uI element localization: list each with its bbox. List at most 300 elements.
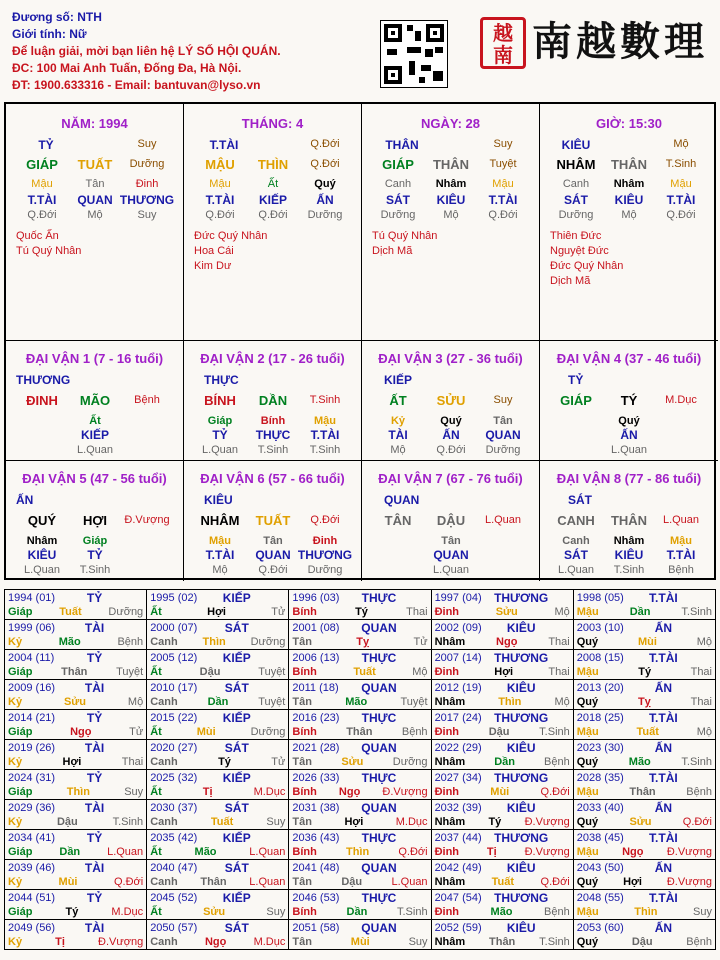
annual-stage: Dưỡng — [392, 756, 428, 768]
annual-year: 2052 (59) — [434, 922, 482, 934]
annual-pillar — [435, 666, 570, 678]
special-star: Quốc Ấn — [16, 230, 59, 242]
annual-stem: Bính — [292, 606, 317, 618]
annual-stage: Q.Đới — [682, 816, 712, 828]
dai-van-hidden-stem: Mậu — [314, 415, 336, 427]
annual-branch: Mùi — [350, 936, 370, 948]
annual-stage: T.Sinh — [681, 756, 712, 768]
annual-pillar — [435, 606, 570, 618]
annual-branch: Thân — [346, 726, 373, 738]
annual-ten-god: TỶ — [86, 711, 103, 725]
dai-van-hidden-stem: Bính — [260, 415, 286, 427]
pillars-grid — [4, 102, 716, 580]
hidden-ten-god: T.TÀI — [666, 193, 696, 207]
hidden-stage: Suy — [137, 209, 157, 221]
annual-year: 2047 (54) — [434, 892, 482, 904]
dai-van-hidden-stage: T.Sinh — [79, 564, 111, 576]
annual-stem: Ất — [150, 726, 162, 738]
annual-branch: Tị — [55, 936, 65, 948]
hidden-stage: Mộ — [621, 209, 637, 221]
annual-pillar — [150, 636, 285, 648]
annual-year: 2021 (28) — [292, 742, 340, 754]
annual-branch: Thìn — [345, 846, 370, 858]
annual-stem: Nhâm — [434, 636, 466, 648]
annual-ten-god: TÀI — [84, 921, 105, 935]
annual-stem: Đinh — [434, 666, 460, 678]
annual-year: 2023 (30) — [576, 742, 624, 754]
annual-ten-god: KIẾP — [222, 711, 251, 725]
annual-ten-god: ẤN — [654, 801, 673, 815]
dai-van-hidden-stem: Kỷ — [390, 415, 406, 427]
annual-ten-god: TÀI — [84, 861, 105, 875]
annual-ten-god: THỰC — [361, 591, 397, 605]
pillar-branch-stage: Dưỡng — [129, 158, 165, 170]
dai-van-ten-god: KIẾP — [384, 373, 413, 387]
annual-ten-god: T.TÀI — [649, 711, 678, 725]
annual-pillar — [435, 726, 570, 738]
annual-cell — [431, 800, 573, 830]
hidden-stem: Mậu — [209, 178, 231, 190]
annual-pillar — [292, 726, 427, 738]
annual-stem: Quý — [576, 756, 599, 768]
annual-stage: Q.Đới — [113, 876, 144, 888]
dai-van-stage: M.Dục — [665, 394, 697, 406]
annual-pillar — [150, 876, 285, 888]
pillar-branch-stage: Q.Đới — [310, 158, 340, 170]
annual-stem: Kỷ — [8, 636, 23, 648]
annual-stem: Quý — [576, 876, 599, 888]
logo: 南越數理 — [532, 18, 708, 65]
dai-van-hidden-stage: L.Quan — [201, 444, 239, 456]
pillar-title: GIỜ: 15:30 — [595, 116, 662, 131]
annual-stage: M.Dục — [253, 936, 286, 948]
annual-ten-god: THỰC — [361, 651, 397, 665]
annual-pillar — [8, 846, 143, 858]
annual-stem: Nhâm — [434, 936, 466, 948]
hidden-ten-god: T.TÀI — [27, 193, 57, 207]
annual-cell — [147, 590, 289, 620]
annual-pillar — [292, 696, 427, 708]
annual-cell — [289, 800, 431, 830]
annual-ten-god: KIÊU — [506, 801, 536, 815]
dai-van-ten-god: THỰC — [204, 373, 239, 387]
annual-stage: T.Sinh — [112, 816, 144, 828]
annual-year: 2049 (56) — [8, 922, 56, 934]
annual-table — [4, 589, 716, 950]
annual-branch: Sửu — [203, 906, 226, 918]
hidden-stage: Dưỡng — [558, 209, 594, 221]
pillar-stem: GIÁP — [26, 157, 58, 172]
pillar-stage: Suy — [137, 138, 157, 150]
annual-year: 2043 (50) — [576, 862, 624, 874]
annual-branch: Dần — [346, 906, 368, 918]
annual-ten-god: TỶ — [86, 651, 103, 665]
annual-year: 2029 (36) — [8, 802, 56, 814]
pillar-title: THÁNG: 4 — [241, 116, 304, 131]
annual-stage: Thai — [690, 696, 712, 708]
annual-stage: T.Sinh — [681, 606, 712, 618]
annual-pillar — [577, 606, 712, 618]
dai-van-hidden-ten-god: QUAN — [485, 428, 521, 442]
owner-label: Đương số: — [12, 10, 74, 24]
annual-year: 2035 (42) — [150, 832, 198, 844]
pillar-ten-god: THÂN — [385, 138, 419, 152]
annual-stem: Đinh — [434, 606, 460, 618]
annual-branch: Thân — [200, 876, 227, 888]
annual-branch: Dậu — [488, 726, 510, 738]
annual-ten-god: SÁT — [224, 801, 249, 815]
annual-stage: Tuyệt — [258, 666, 286, 678]
annual-ten-god: TÀI — [84, 801, 105, 815]
annual-branch: Tỵ — [356, 636, 370, 648]
annual-stage: Thai — [406, 606, 428, 618]
annual-cell — [147, 650, 289, 680]
annual-cell — [573, 740, 715, 770]
annual-stem: Ất — [150, 606, 162, 618]
annual-stage: T.Sinh — [539, 936, 570, 948]
annual-ten-god: TỶ — [86, 591, 103, 605]
annual-ten-god: THỰC — [361, 831, 397, 845]
qr-code — [380, 20, 448, 88]
annual-stem: Mậu — [576, 906, 599, 918]
annual-stem: Bính — [292, 906, 317, 918]
annual-stage: Dưỡng — [108, 606, 144, 618]
annual-cell — [573, 860, 715, 890]
annual-ten-god: SÁT — [224, 921, 249, 935]
annual-stem: Quý — [576, 816, 599, 828]
annual-stage: L.Quan — [391, 876, 428, 888]
annual-stage: T.Sinh — [396, 906, 428, 918]
annual-pillar — [150, 756, 285, 768]
annual-pillar — [435, 906, 570, 918]
dai-van-cell — [184, 341, 362, 461]
annual-year: 2006 (13) — [292, 652, 340, 664]
annual-stem: Tân — [292, 756, 312, 768]
pillar-ten-god: TỶ — [38, 138, 54, 152]
annual-cell — [147, 830, 289, 860]
annual-cell — [5, 650, 147, 680]
annual-ten-god: KIẾP — [222, 771, 251, 785]
pillar-stage: Q.Đới — [310, 138, 340, 150]
annual-pillar — [8, 726, 143, 738]
annual-stage: M.Dục — [111, 906, 144, 918]
annual-branch: Ngọ — [70, 726, 92, 738]
annual-pillar — [435, 876, 570, 888]
annual-ten-god: THỰC — [361, 711, 397, 725]
annual-stage: Dưỡng — [250, 636, 286, 648]
annual-branch: Hợi — [62, 756, 82, 768]
dai-van-stage: T.Sinh — [309, 394, 341, 406]
annual-ten-god: QUAN — [361, 921, 397, 935]
annual-year: 2015 (22) — [150, 712, 198, 724]
special-star: Nguyệt Đức — [550, 245, 609, 257]
annual-year: 2019 (26) — [8, 742, 56, 754]
annual-stem: Ất — [150, 846, 162, 858]
annual-cell — [5, 590, 147, 620]
annual-pillar — [8, 666, 143, 678]
dai-van-hidden-ten-god: KIẾP — [80, 428, 110, 442]
dai-van-hidden-stem: Giáp — [207, 415, 233, 427]
annual-stage: Dưỡng — [250, 726, 286, 738]
annual-branch: Thìn — [498, 696, 522, 708]
dai-van-cell — [540, 341, 718, 461]
annual-year: 2033 (40) — [576, 802, 624, 814]
annual-branch: Hợi — [344, 816, 364, 828]
annual-year: 2042 (49) — [434, 862, 482, 874]
annual-stage: Suy — [408, 936, 428, 948]
annual-pillar — [8, 606, 143, 618]
annual-ten-god: ẤN — [654, 921, 673, 935]
annual-cell — [289, 650, 431, 680]
annual-cell — [573, 710, 715, 740]
dai-van-title: ĐẠI VẬN 8 (77 - 86 tuổi) — [556, 471, 702, 486]
annual-pillar — [150, 696, 285, 708]
annual-year: 1994 (01) — [8, 592, 56, 604]
dai-van-hidden-stage: T.Sinh — [257, 444, 289, 456]
annual-branch: Thìn — [634, 906, 658, 918]
dai-van-stage: L.Quan — [662, 514, 700, 526]
annual-pillar — [577, 936, 712, 948]
annual-ten-god: T.TÀI — [649, 771, 678, 785]
annual-pillar — [577, 696, 712, 708]
hidden-stage: Mộ — [87, 209, 103, 221]
dai-van-stage: Bệnh — [134, 394, 160, 406]
annual-ten-god: KIẾP — [222, 651, 251, 665]
hidden-stage: Q.Đới — [666, 209, 696, 221]
dai-van-hidden-ten-god: QUAN — [433, 548, 469, 562]
annual-year: 2011 (18) — [292, 682, 339, 694]
dai-van-stem: ĐINH — [26, 393, 58, 408]
annual-stem: Bính — [292, 786, 317, 798]
annual-ten-god: THƯƠNG — [494, 771, 549, 785]
annual-stage: Đ.Vượng — [382, 786, 428, 798]
annual-stage: Đ.Vượng — [524, 846, 570, 858]
annual-stage: Suy — [693, 906, 712, 918]
pillar-title: NGÀY: 28 — [421, 116, 480, 131]
dai-van-ten-god: KIÊU — [204, 493, 233, 507]
annual-pillar — [435, 636, 570, 648]
annual-year: 2025 (32) — [150, 772, 198, 784]
annual-pillar — [150, 906, 285, 918]
dai-van-hidden-stem: Tân — [263, 535, 283, 547]
annual-stem: Tân — [292, 816, 312, 828]
dai-van-branch: SỬU — [436, 393, 466, 408]
annual-stem: Mậu — [576, 786, 599, 798]
annual-ten-god: KIẾP — [222, 591, 251, 605]
annual-year: 2038 (45) — [576, 832, 624, 844]
hidden-ten-god: KIÊU — [614, 193, 644, 207]
annual-stage: Q.Đới — [540, 786, 570, 798]
annual-ten-god: TỶ — [86, 831, 103, 845]
annual-branch: Thìn — [66, 786, 90, 798]
annual-branch: Mão — [490, 906, 513, 918]
hidden-stage: Q.Đới — [258, 209, 288, 221]
annual-stage: L.Quan — [107, 846, 144, 858]
annual-stage: Bệnh — [686, 936, 712, 948]
annual-branch: Dậu — [341, 876, 363, 888]
annual-year: 2018 (25) — [576, 712, 624, 724]
dai-van-hidden-stem: Tân — [493, 415, 513, 427]
dai-van-hidden-stage: Dưỡng — [307, 564, 343, 576]
dai-van-stage: Suy — [493, 394, 513, 406]
pillar-stem: GIÁP — [382, 157, 414, 172]
annual-year: 2002 (09) — [434, 622, 482, 634]
annual-stage: Đ.Vượng — [666, 876, 712, 888]
annual-stage: Bệnh — [686, 786, 712, 798]
annual-ten-god: THỰC — [361, 891, 397, 905]
annual-pillar — [292, 606, 427, 618]
annual-year: 1996 (03) — [292, 592, 340, 604]
hidden-stem: Nhâm — [435, 178, 467, 190]
annual-branch: Thìn — [202, 636, 226, 648]
annual-stage: Bệnh — [544, 906, 570, 918]
annual-ten-god: TỶ — [86, 891, 103, 905]
hidden-ten-god: SÁT — [564, 193, 588, 207]
annual-branch: Hợi — [623, 876, 642, 888]
annual-year: 2028 (35) — [576, 772, 624, 784]
annual-stage: Q.Đới — [540, 876, 570, 888]
hidden-stage: Q.Đới — [27, 209, 57, 221]
hidden-stem: Mậu — [670, 178, 692, 190]
annual-stem: Quý — [576, 936, 599, 948]
annual-pillar — [292, 936, 427, 948]
dai-van-hidden-ten-god: T.TÀI — [666, 548, 696, 562]
annual-ten-god: QUAN — [361, 741, 397, 755]
annual-pillar — [150, 726, 285, 738]
annual-stage: Tuyệt — [116, 666, 144, 678]
dai-van-hidden-stem: Canh — [562, 535, 590, 547]
hidden-stem: Nhâm — [613, 178, 645, 190]
dai-van-hidden-stage: L.Quan — [23, 564, 61, 576]
annual-pillar — [435, 696, 570, 708]
hidden-stem: Canh — [384, 178, 412, 190]
hidden-ten-god: ẤN — [316, 193, 334, 207]
annual-cell — [431, 740, 573, 770]
annual-pillar — [8, 696, 143, 708]
dai-van-stage: L.Quan — [484, 514, 522, 526]
annual-cell — [573, 770, 715, 800]
annual-stage: Bệnh — [401, 726, 428, 738]
annual-year: 2053 (60) — [576, 922, 624, 934]
annual-pillar — [8, 906, 143, 918]
annual-ten-god: THƯƠNG — [494, 711, 549, 725]
annual-stem: Canh — [150, 636, 178, 648]
annual-stem: Ất — [150, 666, 162, 678]
annual-cell — [5, 860, 147, 890]
annual-year: 2000 (07) — [150, 622, 198, 634]
dai-van-hidden-ten-god: TỶ — [87, 548, 103, 562]
dai-van-hidden-stage: Bệnh — [668, 564, 694, 576]
dai-van-hidden-ten-god: T.TÀI — [205, 548, 235, 562]
annual-pillar — [150, 816, 285, 828]
annual-stage: L.Quan — [249, 876, 286, 888]
annual-stem: Đinh — [434, 846, 460, 858]
annual-stem: Giáp — [8, 786, 33, 798]
annual-cell — [431, 770, 573, 800]
dai-van-hidden-stem: Mậu — [209, 535, 231, 547]
annual-stem: Giáp — [8, 606, 33, 618]
annual-pillar — [292, 846, 427, 858]
hidden-stage: Q.Đới — [205, 209, 235, 221]
annual-pillar — [8, 756, 143, 768]
pillar-stage: Mộ — [673, 138, 689, 150]
hidden-stage: Dưỡng — [380, 209, 416, 221]
annual-pillar — [577, 726, 712, 738]
dai-van-hidden-ten-god: QUAN — [255, 548, 291, 562]
annual-branch: Tuất — [636, 726, 659, 738]
annual-pillar — [577, 816, 712, 828]
pillar-stage: Suy — [493, 138, 513, 150]
annual-cell — [289, 890, 431, 920]
annual-pillar — [577, 666, 712, 678]
annual-year: 2004 (11) — [8, 652, 55, 664]
annual-stem: Quý — [576, 696, 599, 708]
annual-stage: Mộ — [554, 696, 570, 708]
hidden-ten-god: KIẾP — [258, 193, 288, 207]
annual-branch: Mão — [194, 846, 217, 858]
address-line: ĐC: 100 Mai Anh Tuấn, Đống Đa, Hà Nội. — [12, 61, 242, 75]
dai-van-hidden-ten-god: SÁT — [564, 548, 588, 562]
annual-stage: M.Dục — [253, 786, 286, 798]
annual-pillar — [435, 786, 570, 798]
owner-value: NTH — [77, 10, 102, 24]
annual-branch: Sửu — [63, 696, 86, 708]
annual-cell — [573, 800, 715, 830]
pillar-ten-god: KIÊU — [561, 138, 591, 152]
annual-year: 2045 (52) — [150, 892, 198, 904]
annual-year: 2008 (15) — [576, 652, 624, 664]
dai-van-cell — [184, 461, 362, 581]
dai-van-hidden-stage: L.Quan — [557, 564, 595, 576]
annual-ten-god: KIÊU — [506, 921, 536, 935]
annual-cell — [147, 890, 289, 920]
annual-cell — [147, 680, 289, 710]
annual-year: 2048 (55) — [576, 892, 624, 904]
annual-ten-god: KIẾP — [222, 831, 251, 845]
annual-stage: Tử — [413, 636, 428, 648]
annual-branch: Mùi — [637, 636, 657, 648]
dai-van-hidden-stem: Mậu — [670, 535, 692, 547]
annual-stem: Tân — [292, 876, 312, 888]
gender-value: Nữ — [69, 27, 87, 41]
dai-van-stem: NHÂM — [200, 513, 240, 528]
dai-van-stem: QUÝ — [27, 513, 57, 528]
annual-cell — [289, 710, 431, 740]
annual-branch: Dần — [629, 606, 651, 618]
dai-van-title: ĐẠI VẬN 7 (67 - 76 tuổi) — [378, 471, 523, 486]
annual-cell — [431, 650, 573, 680]
annual-pillar — [435, 816, 570, 828]
annual-ten-god: TÀI — [84, 621, 105, 635]
dai-van-hidden-stage: L.Quan — [76, 444, 114, 456]
pillar-title: NĂM: 1994 — [61, 116, 128, 131]
annual-year: 2027 (34) — [434, 772, 482, 784]
annual-stage: L.Quan — [249, 846, 286, 858]
annual-cell — [147, 800, 289, 830]
dai-van-hidden-stem: Đinh — [312, 535, 338, 547]
dai-van-hidden-stem: Quý — [440, 415, 462, 427]
annual-pillar — [150, 846, 285, 858]
annual-cell — [5, 740, 147, 770]
annual-stage: Bệnh — [117, 636, 144, 648]
annual-year: 2017 (24) — [434, 712, 482, 724]
annual-year: 2032 (39) — [434, 802, 482, 814]
annual-year: 2036 (43) — [292, 832, 340, 844]
dai-van-ten-god: QUAN — [384, 493, 420, 507]
annual-cell — [5, 920, 147, 950]
annual-pillar — [150, 666, 285, 678]
annual-branch: Ngọ — [496, 636, 518, 648]
